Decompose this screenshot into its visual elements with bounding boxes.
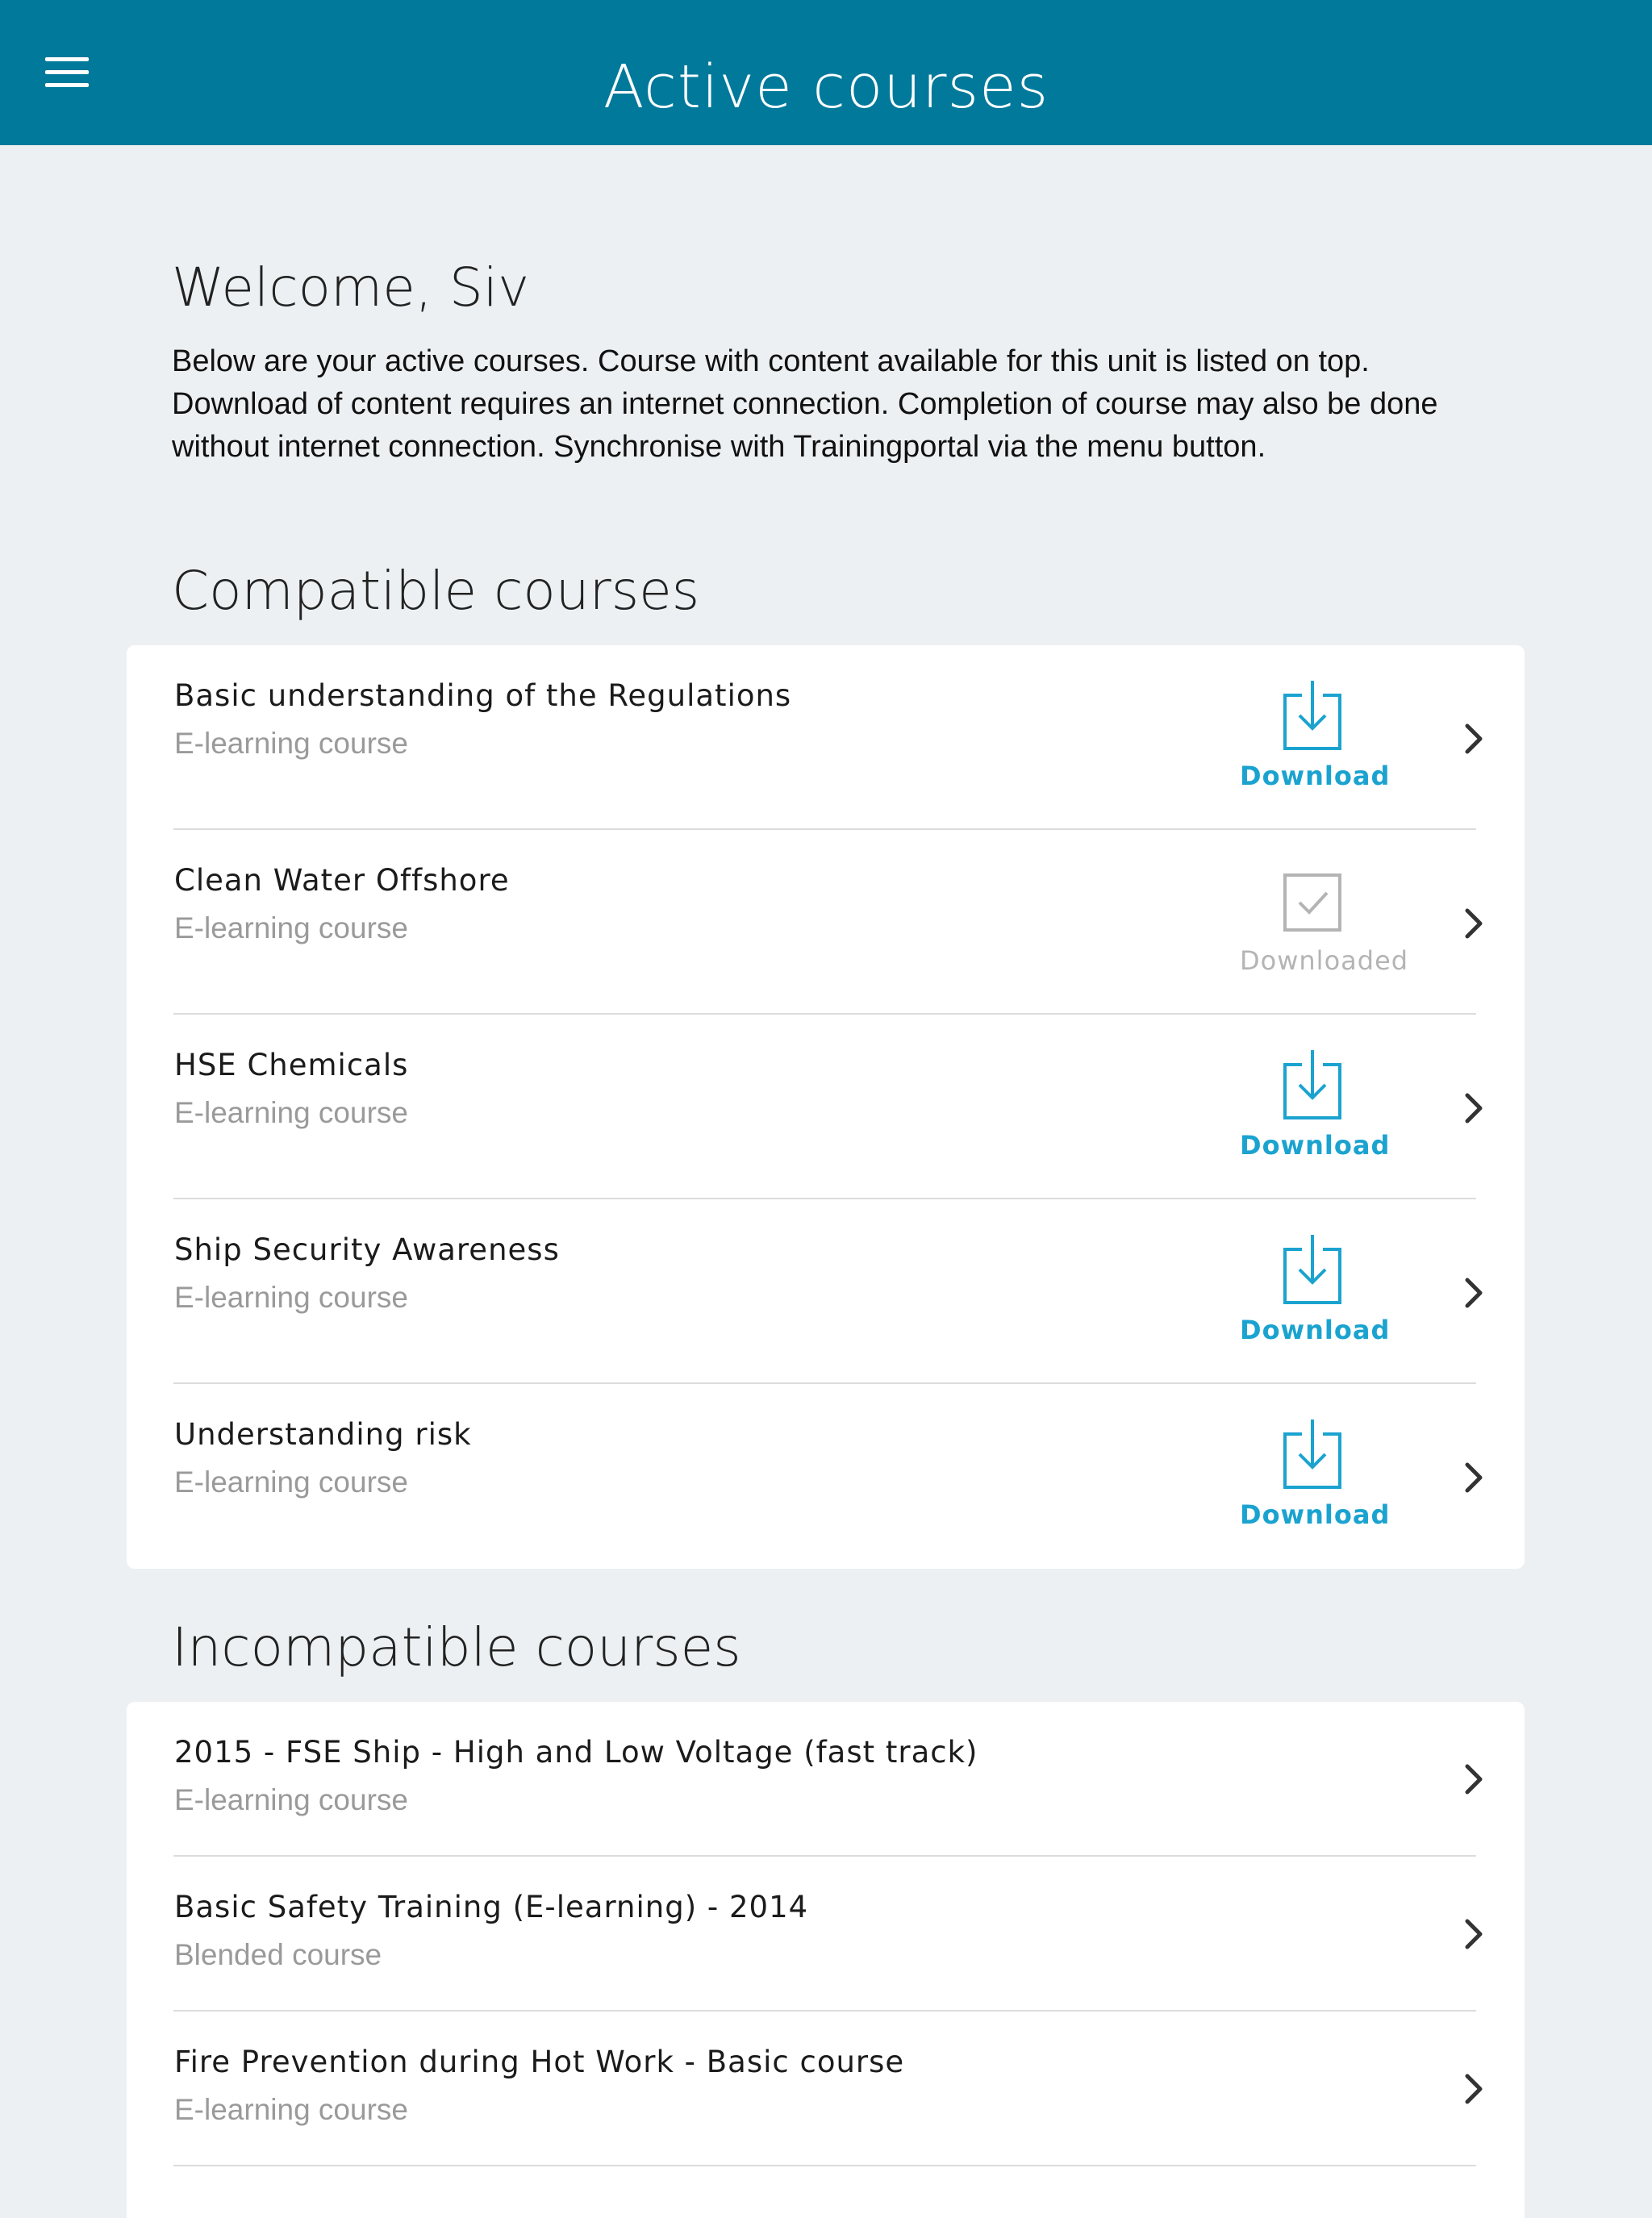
- course-type: Blended course: [174, 1938, 382, 1971]
- download-button[interactable]: [1240, 1418, 1391, 1539]
- download-icon: [1280, 1418, 1345, 1490]
- course-title: HSE Chemicals: [174, 1048, 409, 1082]
- chevron-right-icon[interactable]: [1458, 1755, 1490, 1803]
- course-row[interactable]: [127, 1384, 1525, 1569]
- download-label: Download: [1240, 1315, 1391, 1345]
- course-title: Ship Security Awareness: [174, 1232, 560, 1267]
- course-title: 2015 - FSE Ship - High and Low Voltage (fast track): [174, 1735, 978, 1770]
- chevron-right-icon[interactable]: [1458, 1910, 1490, 1958]
- page-title: Active courses: [603, 52, 1049, 122]
- course-type: E-learning course: [174, 1783, 408, 1816]
- course-title: Clean Water Offshore: [174, 863, 510, 898]
- chevron-right-icon[interactable]: [1458, 715, 1490, 763]
- download-label: Download: [1240, 1130, 1391, 1161]
- course-title: Basic understanding of the Regulations: [174, 678, 792, 713]
- course-row[interactable]: [127, 830, 1525, 1015]
- download-button[interactable]: [1240, 1233, 1391, 1354]
- downloaded-label: Downloaded: [1240, 945, 1409, 976]
- download-icon: [1280, 1233, 1345, 1306]
- course-type: E-learning course: [174, 1281, 408, 1314]
- download-icon: [1280, 679, 1345, 752]
- course-row[interactable]: [127, 1702, 1525, 1857]
- course-title: Fire Prevention during Hot Work - Basic course: [174, 2045, 905, 2079]
- incompatible-courses-list: [127, 1702, 1525, 2218]
- course-type: E-learning course: [174, 2093, 408, 2126]
- course-row[interactable]: [127, 1857, 1525, 2012]
- course-row[interactable]: [127, 1015, 1525, 1199]
- download-label: Download: [1240, 761, 1391, 791]
- download-icon: [1280, 1049, 1345, 1121]
- checkbox-checked-icon: [1280, 864, 1345, 936]
- chevron-right-icon[interactable]: [1458, 899, 1490, 948]
- compatible-courses-list: [127, 645, 1525, 1569]
- course-type: E-learning course: [174, 1096, 408, 1129]
- chevron-right-icon[interactable]: [1458, 1269, 1490, 1317]
- divider: [173, 2165, 1476, 2166]
- course-title: Basic Safety Training (E-learning) - 2014: [174, 1890, 809, 1924]
- download-button[interactable]: [1240, 679, 1391, 800]
- course-type: E-learning course: [174, 911, 408, 944]
- chevron-right-icon[interactable]: [1458, 1453, 1490, 1502]
- course-type: E-learning course: [174, 727, 408, 760]
- compatible-courses-heading: Compatible courses: [172, 560, 700, 622]
- downloaded-indicator: [1240, 864, 1409, 985]
- welcome-heading: Welcome, Siv: [172, 256, 530, 319]
- course-row[interactable]: [127, 2012, 1525, 2166]
- download-label: Download: [1240, 1499, 1391, 1530]
- course-type: E-learning course: [174, 1465, 408, 1499]
- download-button[interactable]: [1240, 1049, 1391, 1169]
- chevron-right-icon[interactable]: [1458, 1084, 1490, 1132]
- incompatible-courses-heading: Incompatible courses: [172, 1616, 741, 1678]
- course-row[interactable]: [127, 645, 1525, 830]
- course-title: Understanding risk: [174, 1417, 472, 1452]
- chevron-right-icon[interactable]: [1458, 2065, 1490, 2113]
- course-row[interactable]: [127, 1199, 1525, 1384]
- intro-text: Below are your active courses. Course with content available for this unit is listed on top. Download of content requires an internet connection. Completion of course may also be done without internet connection. Synchronise with Trainingportal via the menu button.: [172, 344, 1438, 464]
- app-header: [0, 0, 1652, 145]
